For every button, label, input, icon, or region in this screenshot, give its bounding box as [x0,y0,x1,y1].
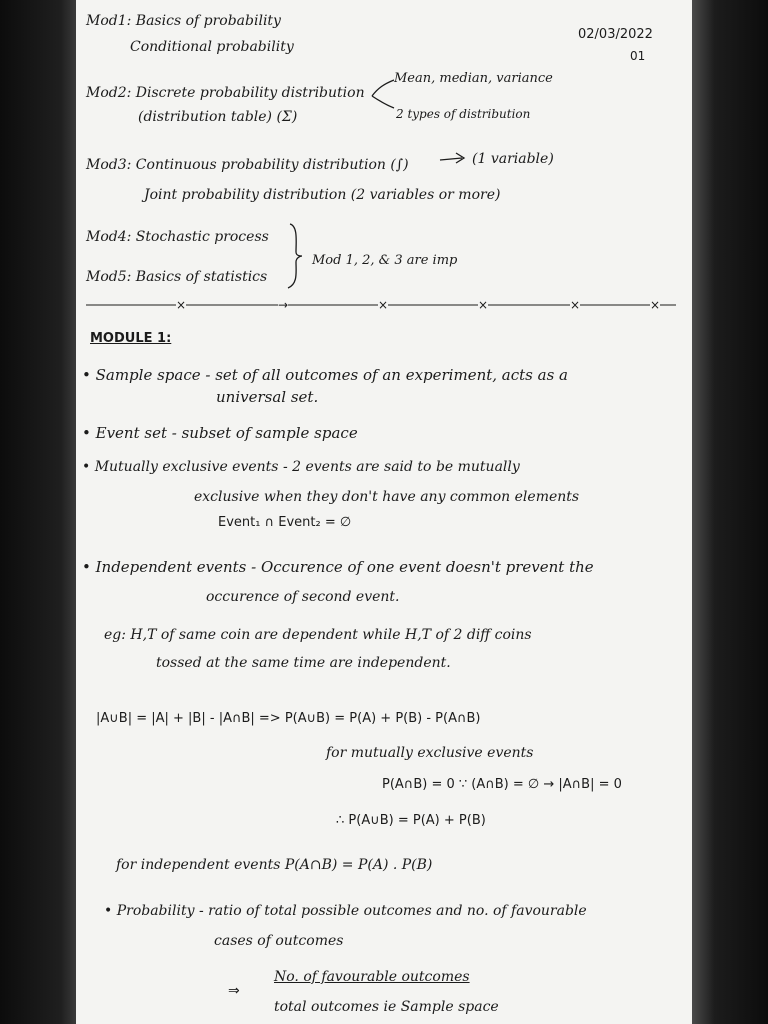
background-right-edge [692,0,768,1024]
page-number: 01 [630,49,646,63]
mutex-events-caption: for mutually exclusive events [326,745,534,761]
mod2-line2: (distribution table) (Σ) [138,109,298,125]
independent-formula: for independent events P(A∩B) = P(A) . P(B) [116,857,433,873]
mod2-branch-mean: Mean, median, variance [394,71,553,86]
mutex-union-formula: ∴ P(A∪B) = P(A) + P(B) [336,813,486,828]
mod3-line2: Joint probability distribution (2 variables or more) [144,187,501,203]
example-line2: tossed at the same time are independent. [156,655,451,671]
arrow-right-icon [438,150,468,166]
independent-line2: occurence of second event. [206,589,400,605]
separator-mark: × [570,298,581,312]
probability-line1: • Probability - ratio of total possible outcomes and no. of favourable [104,903,587,919]
mod5-line: Mod5: Basics of statistics [86,269,268,285]
mutex-formula: Event₁ ∩ Event₂ = ∅ [218,515,352,530]
background-left-edge [0,0,76,1024]
separator-mark: × [378,298,389,312]
fraction-numerator: No. of favourable outcomes [274,969,470,985]
independent-line1: • Independent events - Occurence of one event doesn't prevent the [82,558,594,576]
module-heading: MODULE 1: [90,331,172,346]
branch-connector-icon [370,74,396,114]
mod1-line2: Conditional probability [130,39,294,55]
intersection-zero-formula: P(A∩B) = 0 ∵ (A∩B) = ∅ → |A∩B| = 0 [382,777,622,792]
mod4-line: Mod4: Stochastic process [86,229,269,245]
separator-mark: × [478,298,489,312]
brace-icon [286,222,306,290]
fraction-denominator: total outcomes ie Sample space [274,999,499,1015]
mod2-line1: Mod2: Discrete probability distribution [86,85,365,101]
page-date: 02/03/2022 [578,27,653,42]
mod1-line1: Mod1: Basics of probability [86,13,281,29]
mod3-line1: Mod3: Continuous probability distribution (∫) [86,157,409,173]
notebook-page [76,0,692,1024]
important-modules-note: Mod 1, 2, & 3 are imp [312,253,458,268]
mod2-branch-types: 2 types of distribution [396,107,531,121]
probability-line2: cases of outcomes [214,933,344,949]
separator-mark: × [176,298,187,312]
separator-mark: × [650,298,661,312]
separator-mark: → [278,298,289,312]
mod3-note: (1 variable) [472,151,554,167]
sample-space-line2: universal set. [216,388,319,406]
mutex-line2: exclusive when they don't have any common elements [194,489,580,505]
implies-arrow: ⇒ [228,983,240,999]
sample-space-line1: • Sample space - set of all outcomes of an experiment, acts as a [82,366,568,384]
event-set-line: • Event set - subset of sample space [82,424,358,442]
mutex-line1: • Mutually exclusive events - 2 events are said to be mutually [82,459,520,475]
example-line1: eg: H,T of same coin are dependent while H,T of 2 diff coins [104,627,532,643]
union-formula: |A∪B| = |A| + |B| - |A∩B| => P(A∪B) = P(A) + P(B) - P(A∩B) [96,711,481,726]
